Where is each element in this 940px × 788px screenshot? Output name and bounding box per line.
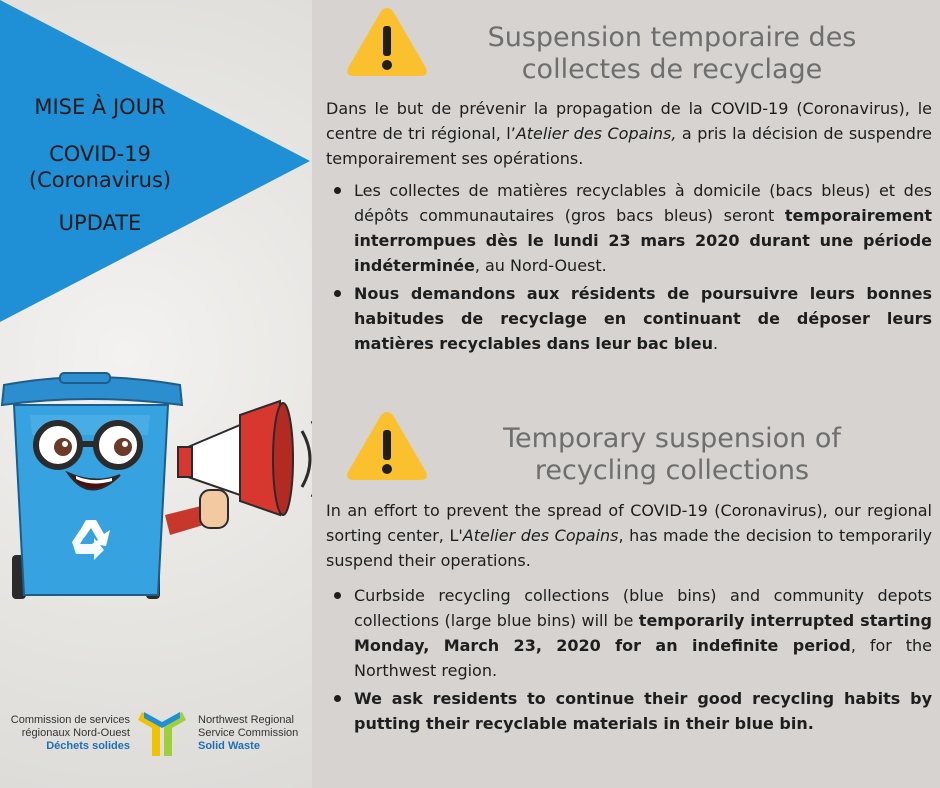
en-b1-bold: temporarily interrupted starting Monday, March 23, 2020 for an indefinite period: [354, 611, 933, 655]
warning-icon: [344, 408, 430, 484]
fr-b1-b: , au Nord-Ouest.: [474, 256, 607, 275]
commission-logo-area: [0, 700, 312, 770]
logo-english-text: [198, 714, 312, 753]
en-heading: [442, 423, 902, 487]
fr-b2-b: .: [713, 334, 719, 353]
en-heading-line2: recycling collections: [534, 455, 810, 486]
right-panel: [312, 0, 940, 788]
logo-fr-line1: Commission de services: [10, 714, 130, 726]
recycling-bin-mascot: [0, 355, 312, 605]
en-b2-bold: We ask residents to continue their good recycling habits by putting their recyclable materials in their blue bin.: [354, 689, 932, 733]
commission-logo: [134, 706, 190, 762]
left-panel: [0, 0, 312, 788]
en-b1-b: , for the Northwest region.: [354, 636, 933, 680]
logo-en-line1: Northwest Regional: [198, 714, 294, 726]
fr-b2-bold: Nous demandons aux résidents de poursuivre leurs bonnes habitudes de recyclage en continuant de déposer leurs matières recyclables dans leur bac bleu: [354, 284, 932, 353]
warning-icon: [344, 4, 430, 80]
fr-bullet-1: [326, 178, 932, 278]
en-intro: [326, 498, 932, 573]
fr-bullets: [326, 178, 932, 356]
logo-en-sub: Solid Waste: [198, 740, 260, 752]
logo-fr-sub: Déchets solides: [46, 740, 130, 752]
logo-fr-line2: régionaux Nord-Ouest: [21, 727, 130, 739]
en-bullet-1: [326, 583, 932, 683]
banner-mise-a-jour: MISE À JOUR: [34, 95, 166, 119]
en-intro-italic: Atelier des Copains: [462, 526, 619, 545]
en-intro-a: In an effort to prevent the spread of COVID-19 (Coronavirus), our regional sorting center, L': [326, 501, 932, 545]
fr-b1-a: Les collectes de matières recyclables à domicile (bacs bleus) et des dépôts communautaires (gros bacs bleus) seront: [354, 181, 932, 225]
fr-intro-italic: Atelier des Copains,: [515, 124, 677, 143]
banner-coronavirus: (Coronavirus): [28, 168, 172, 192]
fr-intro: [326, 96, 932, 171]
banner-update: UPDATE: [58, 211, 142, 235]
fr-heading-line1: Suspension temporaire des: [487, 22, 857, 53]
fr-heading: [442, 22, 902, 86]
banner-covid: COVID-19: [49, 142, 151, 166]
logo-en-line2: Service Commission: [198, 727, 299, 739]
en-b1-a: Curbside recycling collections (blue bins) and community depots collections (large blue bins) will be: [354, 586, 932, 630]
fr-intro-b: a pris la décision de suspendre temporairement ses opérations.: [326, 124, 933, 168]
fr-heading-line2: collectes de recyclage: [521, 54, 823, 85]
megaphone-icon: [178, 401, 312, 515]
fr-bullet-2: [326, 281, 932, 356]
fr-b1-bold: temporairement interrompues dès le lundi 23 mars 2020 durant une période indéterminée: [354, 206, 932, 275]
en-intro-b: , has made the decision to temporarily suspend their operations.: [326, 526, 933, 570]
en-bullet-2: [326, 686, 932, 736]
en-heading-line1: Temporary suspension of: [503, 423, 841, 454]
fr-intro-a: Dans le but de prévenir la propagation de la COVID-19 (Coronavirus), le centre de tri régional, l’: [326, 99, 932, 143]
en-bullets: [326, 583, 932, 736]
logo-french-text: [0, 714, 130, 753]
